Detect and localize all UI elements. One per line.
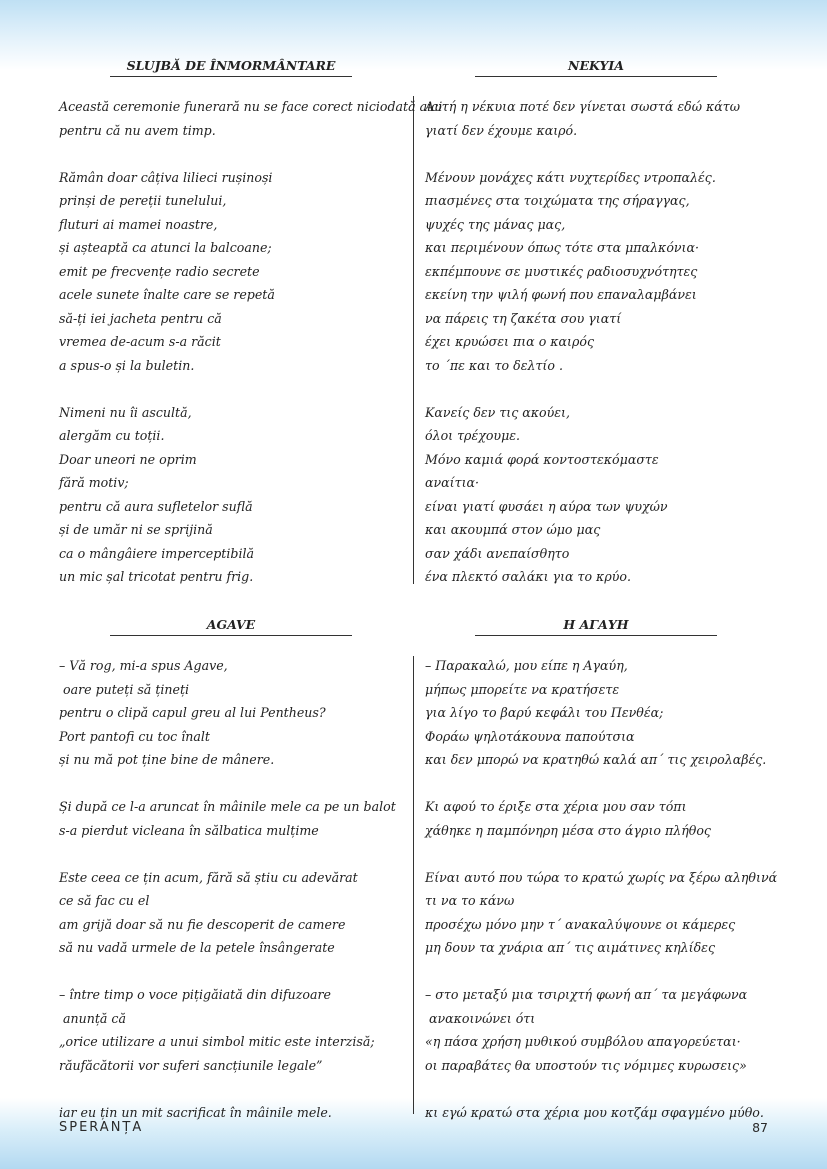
poem-line: «η πάσα χρήση μυθικού συμβόλου απαγορεύεται·: [425, 1034, 741, 1049]
poem-line: Doar uneori ne oprim: [59, 451, 197, 467]
poem-line: αναίτια·: [425, 475, 480, 490]
poem-line: να πάρεις τη ζακέτα σου γιατί: [425, 310, 622, 326]
poem-line: ένα πλεκτό σαλάκι για το κρύο.: [425, 569, 631, 584]
poem-line: oare puteți să țineți: [59, 681, 190, 697]
poem-line: Κι αφού το έριξε στα χέρια μου σαν τόπι: [425, 799, 687, 814]
column-divider-1: [413, 96, 414, 584]
poem-line: s-a pierdut vicleana în sălbatica mulțime: [59, 822, 319, 838]
poem-line: όλοι τρέχουμε.: [425, 428, 521, 443]
poem-line: ca o mângâiere imperceptibilă: [59, 545, 255, 561]
poem-line: pentru că nu avem timp.: [59, 122, 216, 138]
poem-line: Είναι αυτό που τώρα το κρατώ χωρίς να ξέρω αληθινά: [425, 869, 778, 885]
poem-line: – στο μεταξύ μια τσιριχτή φωνή απ΄ τα μεγάφωνα: [425, 987, 748, 1002]
poem-line: ce să fac cu el: [59, 893, 150, 908]
poem-line: alergăm cu toții.: [59, 428, 165, 443]
poem-line: să nu vadă urmele de la petele însângerate: [59, 940, 335, 955]
poem-line: vremea de-acum s-a răcit: [59, 334, 221, 349]
poem-line: εκπέμπουνε σε μυστικές ραδιοσυχνότητες: [425, 263, 698, 279]
poem-line: σαν χάδι ανεπαίσθητο: [425, 545, 570, 561]
poem-line: για λίγο το βαρύ κεφάλι του Πενθέα;: [425, 705, 664, 720]
section-2-poem-greek: [425, 654, 785, 1124]
poem-line: Κανείς δεν τις ακούει,: [425, 404, 570, 420]
poem-line: răufăcătorii vor suferi sancțiunile legale”: [59, 1057, 323, 1073]
stanza-gap: [59, 1077, 411, 1101]
poem-line: Și după ce l-a aruncat în mâinile mele ca pe un balot: [59, 799, 396, 814]
poem-line: Rămân doar câțiva lilieci rușinoși: [59, 169, 273, 185]
poem-line: γιατί δεν έχουμε καιρό.: [425, 122, 578, 138]
poem-line: Nimeni nu îi ascultă,: [59, 404, 192, 420]
stanza-gap: [425, 772, 785, 796]
section-1-poem-romanian: [59, 95, 443, 589]
poem-line: emit pe frecvențe radio secrete: [59, 263, 260, 279]
stanza-gap: [425, 1077, 785, 1101]
poem-line: a spus-o și la buletin.: [59, 357, 195, 373]
poem-line: anunță că: [59, 1010, 126, 1026]
stanza-gap: [59, 842, 411, 866]
poem-line: pentru că aura sufletelor suflă: [59, 498, 253, 514]
poem-line: κι εγώ κρατώ στα χέρια μου κοτζάμ σφαγμένο μύθο.: [425, 1104, 764, 1120]
poem-line: am grijă doar să nu fie descoperit de camere: [59, 916, 346, 932]
poem-line: και ακουμπά στον ώμο μας: [425, 522, 601, 537]
section-1-title-greek: NEKYIA: [475, 58, 717, 77]
poem-line: și așteaptă ca atunci la balcoane;: [59, 240, 272, 255]
poem-line: – între timp o voce pițigăiată din difuzoare: [59, 987, 331, 1002]
poem-line: Φοράω ψηλοτάκουνα παπούτσια: [425, 728, 635, 744]
stanza-gap: [425, 142, 785, 166]
poem-line: pentru o clipă capul greu al lui Pentheus?: [59, 705, 326, 720]
poem-line: Această ceremonie funerară nu se face corect niciodată aici: [59, 99, 443, 114]
poem-line: και περιμένουν όπως τότε στα μπαλκόνια·: [425, 240, 700, 255]
poem-line: μη δουν τα χνάρια απ΄ τις αιμάτινες κηλίδες: [425, 940, 715, 955]
poem-line: Este ceea ce țin acum, fără să știu cu adevărat: [59, 869, 358, 885]
magazine-name: SPERANȚA: [59, 1120, 144, 1135]
section-2-title-romanian: AGAVE: [110, 617, 352, 636]
poem-line: έχει κρυώσει πια ο καιρός: [425, 334, 595, 349]
poem-line: προσέχω μόνο μην τ΄ ανακαλύψουνε οι κάμερες: [425, 916, 736, 932]
poem-line: și de umăr ni se sprijină: [59, 522, 213, 537]
stanza-gap: [59, 960, 411, 984]
poem-line: Port pantofi cu toc înalt: [59, 728, 210, 744]
poem-line: Μόνο καμιά φορά κοντοστεκόμαστε: [425, 451, 659, 467]
poem-line: fluturi ai mamei noastre,: [59, 216, 218, 232]
poem-line: οι παραβάτες θα υποστούν τις νόμιμες κυρωσεις»: [425, 1057, 747, 1073]
poem-line: un mic șal tricotat pentru frig.: [59, 569, 254, 584]
poem-line: χάθηκε η παμπόνηρη μέσα στο άγριο πλήθος: [425, 822, 711, 838]
section-2-poem-romanian: [59, 654, 411, 1124]
poem-line: – Παρακαλώ, μου είπε η Αγαύη,: [425, 658, 628, 673]
poem-line: Μένουν μονάχες κάτι νυχτερίδες ντροπαλές.: [425, 169, 716, 185]
poem-line: πιασμένες στα τοιχώματα της σήραγγας,: [425, 193, 690, 208]
section-2-title-greek: Η ΑΓΑΥΗ: [475, 617, 717, 636]
poem-line: μήπως μπορείτε να κρατήσετε: [425, 681, 620, 697]
poem-line: – Vă rog, mi-a spus Agave,: [59, 658, 228, 673]
stanza-gap: [59, 377, 411, 401]
poem-line: ψυχές της μάνας μας,: [425, 216, 566, 232]
poem-line: prinși de pereții tunelului,: [59, 193, 227, 208]
section-1-poem-greek: [425, 95, 785, 589]
poem-line: ανακοινώνει ότι: [425, 1010, 536, 1026]
stanza-gap: [425, 842, 785, 866]
poem-line: fără motiv;: [59, 475, 129, 490]
poem-line: και δεν μπορώ να κρατηθώ καλά απ΄ τις χειρολαβές.: [425, 752, 767, 767]
poem-line: είναι γιατί φυσάει η αύρα των ψυχών: [425, 498, 668, 514]
stanza-gap: [59, 142, 411, 166]
poem-line: το ΄πε και το δελτίο .: [425, 357, 563, 373]
page-number: 87: [752, 1120, 768, 1135]
poem-line: τι να το κάνω: [425, 893, 515, 908]
stanza-gap: [425, 960, 785, 984]
section-1-title-romanian: SLUJBĂ DE ÎNMORMÂNTARE: [110, 58, 352, 77]
poem-line: iar eu țin un mit sacrificat în mâinile mele.: [59, 1104, 332, 1120]
poem-line: acele sunete înalte care se repetă: [59, 287, 275, 302]
stanza-gap: [425, 377, 785, 401]
poem-line: „orice utilizare a unui simbol mitic este interzisă;: [59, 1034, 375, 1049]
poem-line: și nu mă pot ține bine de mânere.: [59, 752, 275, 767]
column-divider-2: [413, 656, 414, 1114]
stanza-gap: [59, 772, 411, 796]
poem-line: εκείνη την ψιλή φωνή που επαναλαμβάνει: [425, 287, 697, 302]
poem-line: Αυτή η νέκυια ποτέ δεν γίνεται σωστά εδώ κάτω: [425, 99, 741, 114]
poem-line: să-ți iei jacheta pentru că: [59, 310, 222, 326]
